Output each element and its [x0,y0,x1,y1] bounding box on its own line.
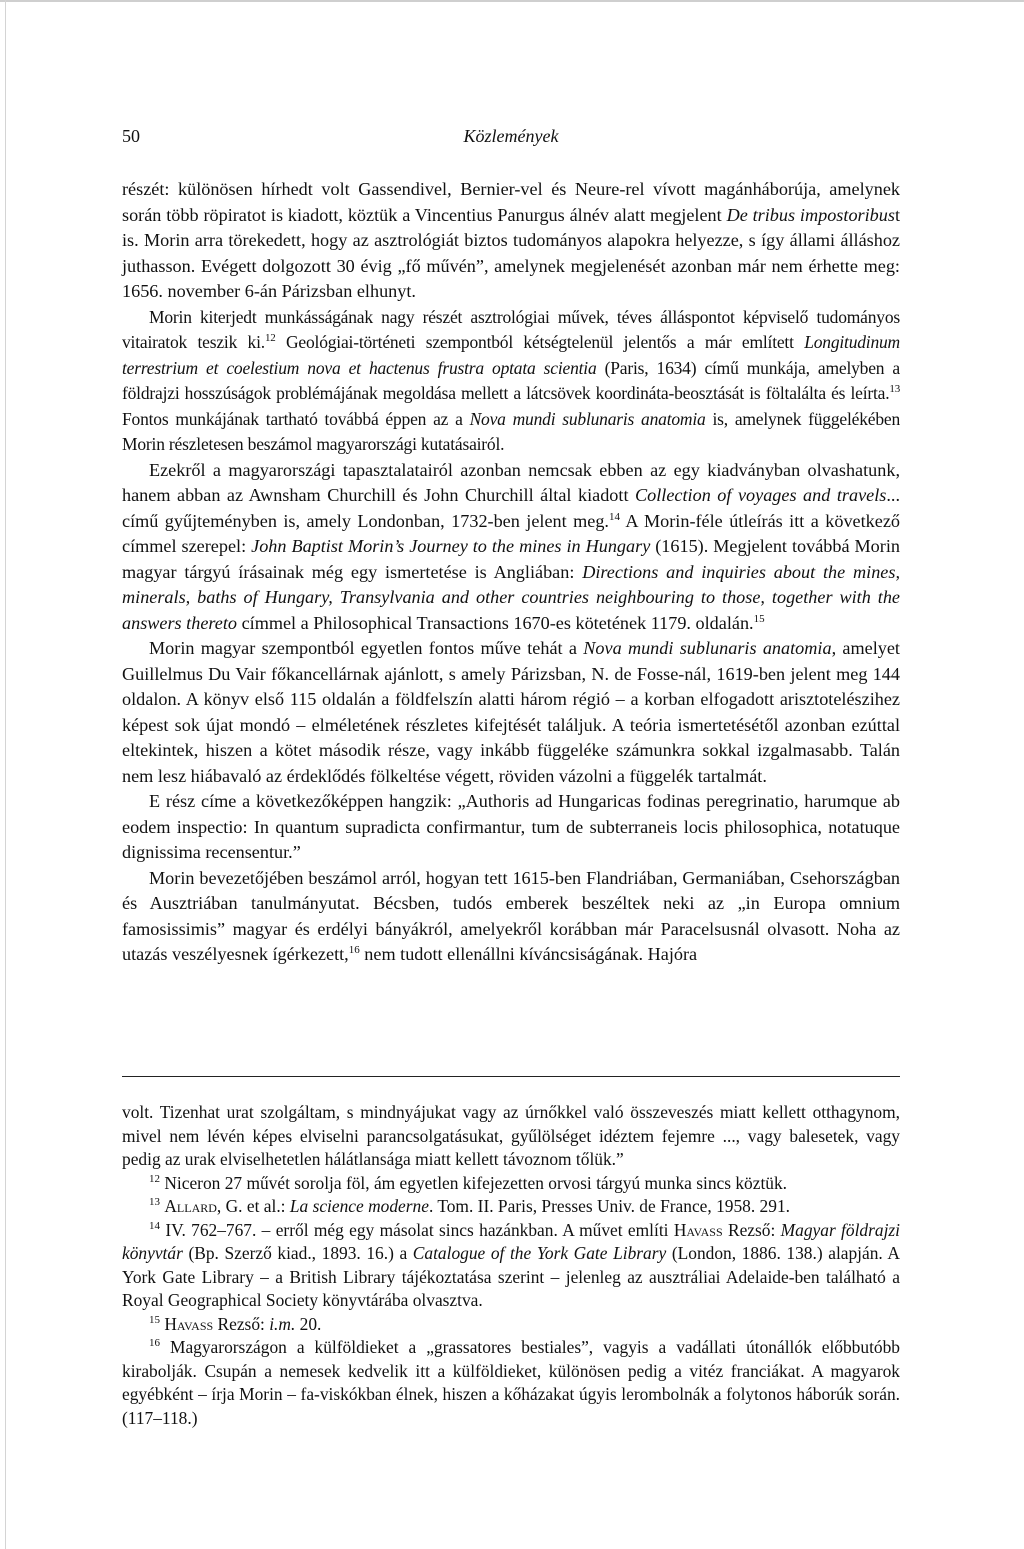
text-run: Niceron 27 művét sorolja föl, ám egyetlen kifejezetten orvosi tárgyú munka sincs köztük. [160,1172,788,1193]
footnote-ref: 12 [264,332,276,344]
text-run: Magyarországon a külföldieket a „grassatores bestiales”, vagyis a vadállati útonállók előbbutóbb kirabolják. Csupán a nemesek kedvelik itt a külföldieket, különösen pedig a vitéz franciákat. A magyarok egyébként – írja Morin – fa-viskókban élnek, hiszen a kőházakat úgyis lerombolnák a folytonos háborúk során. (117–118.) [122,1337,900,1428]
author-name: Havass [673,1219,723,1240]
paragraph [122,458,900,637]
footnote-14 [122,1219,900,1313]
italic-title: Longitudinum terrestrium et coelestium nova et hactenus frustra optata scientia [122,332,900,378]
text-run: ... című gyűjteményben is, amely Londonban, 1732-ben jelent meg. [122,485,900,531]
footnote-ref: 15 [753,612,765,625]
italic-title: Nova mundi sublunaris anatomia [583,638,832,658]
footnote-15 [122,1313,900,1337]
text-run: . Tom. II. Paris, Presses Univ. de France, 1958. 291. [428,1196,790,1216]
paragraph [122,636,900,789]
paragraph: E rész címe a következőképpen hangzik: „Authoris ad Hungaricas fodinas peregrinatio, harumque ab eodem inspectio: In quantum supradicta confirmantur, tum de subterraneis locis philosophica, notatuque dignissima recensentur.” [122,791,900,862]
text-run: t is. Morin arra törekedett, hogy az asztrológiát biztos tudományos alapokra helyezze, s így állami álláshoz juthasson. Evégett dolgozott 30 évig „fő művén”, amelynek megjelenését azonban már nem érhette meg: 1656. november 6-án Párizsban elhunyt. [122,204,900,301]
italic-title: Nova mundi sublunaris anatomia [469,408,706,429]
footnote-13 [122,1195,900,1219]
author-name: Havass [164,1313,214,1334]
italic-title: Magyar földrajzi könyvtár [122,1219,900,1263]
footnote-number: 13 [149,1196,160,1208]
paragraph [122,305,900,458]
scan-edge-left [5,0,6,1549]
footnote-number: 14 [149,1219,160,1232]
italic-title: La science moderne [289,1196,429,1216]
main-text [122,177,900,968]
footnote-number: 16 [149,1337,160,1349]
text-run: Fontos munkájának tartható továbbá éppen az a [122,408,470,429]
text-run: Rezső: [213,1313,270,1334]
text-run: Morin kiterjedt munkásságának nagy részét asztrológiai művek, téves álláspontot képviselő tudományos vitairatok teszik ki. [122,306,900,352]
text-run: Geológiai-történeti szempontból kétségtelenül jelentős a már említett [275,332,805,352]
author-name: Allard [164,1196,217,1216]
footnote-ref: 16 [348,944,360,956]
text-run: (London, 1886. 138.) alapján. A York Gate Library – a British Library tájékoztatása szerint – jelenleg az ausztráliai Adelaide-ben található a Royal Geographical Society könyvtárába olvasztva. [122,1243,900,1310]
footnote-number: 15 [149,1313,160,1326]
footnotes [122,1101,900,1430]
footnote-number: 12 [149,1172,160,1185]
page-header [122,126,900,150]
text-run: Ezekről a magyarországi tapasztalatairól azonban nemcsak ebben az egy kiadványban olvashatunk, hanem abban az Awnsham Churchill és John Churchill által kiadott [122,459,900,505]
paragraph [122,177,900,305]
text-run: (Paris, 1634) című munkája, amelyben a földrajzi hosszúságok problémájának megoldása mellett a látcsövek koordináta-beosztását is föltalálta és leírta. [122,357,900,403]
italic-title: John Baptist Morin’s Journey to the mines in Hungary [251,536,651,556]
italic-title: De tribus impostoribus [726,204,895,225]
footnote-16 [122,1336,900,1430]
text-run: részét: különösen hírhedt volt Gassendivel, Bernier-vel és Neure-rel vívott magánháborúja, amelynek során több röpiratot is kiadott, köztük a Vincentius Panurgus álnév alatt megjelent [122,179,900,225]
text-run: IV. 762–767. – erről még egy másolat sincs hazánkban. A művet említi [160,1219,674,1240]
italic-abbrev: i.m. [269,1313,296,1334]
text-run: A Morin-féle útleírás itt a következő címmel szerepel: [122,510,900,556]
text-run: Rezső: [722,1219,781,1240]
italic-title: Catalogue of the York Gate Library [412,1243,667,1263]
footnote-ref: 14 [608,510,620,523]
text-run: (1615). Megjelent továbbá Morin magyar tárgyú írásainak még egy ismertetése is Angliában: [122,536,900,582]
footnote-divider [122,1076,900,1077]
running-title: Közlemények [463,126,559,146]
text-run: Morin bevezetőjében beszámol arról, hogyan tett 1615-ben Flandriában, Germaniában, Csehországban és Ausztriában tanulmányutat. Bécsben, tudós emberek beszéltek neki az „in Europa omnium famosissimis” magyar és erdélyi bányákról, amelyekről korábban már Paracelsusnál olvasott. Noha az utazás veszélyesnek ígérkezett, [122,867,900,964]
footnote-12 [122,1172,900,1196]
italic-title: Collection of voyages and travels [635,485,887,505]
text-run: 20. [295,1313,322,1334]
scan-edge-top [0,0,1024,2]
text-run: Morin magyar szempontból egyetlen fontos műve tehát a [149,638,584,658]
text-run: , G. et al.: [216,1196,290,1216]
text-run: (Bp. Szerző kiad., 1893. 16.) a [182,1243,413,1263]
footnote-ref: 13 [889,383,900,395]
text-run: nem tudott ellenállni kíváncsiságának. Hajóra [359,944,698,964]
text-run: , amelyet Guillelmus Du Vair főkancellárnak ajánlott, s amely Párizsban, N. de Fosse-nál, 1619-ben jelent meg 144 oldalon. A könyv első 115 oldalán a földfelszín alatti három régió – a korban elfogadott arisztotelészihez képest sok újat mondó – elméletének részletes kifejtését találjuk. A teória ismertetésétől azonban ezúttal eltekintek, hiszen a kötet második része, vagy inkább függeléke számunkra sokkal izgalmasabb. Talán nem lesz hiábavaló az érdeklődés fölkeltése végett, röviden vázolni a függelék tartalmát. [122,638,900,786]
italic-title: Directions and inquiries about the mines, minerals, baths of Hungary, Transylvania and other countries neighbouring to those, together with the answers thereto [122,561,901,633]
paragraph [122,866,900,968]
page-number: 50 [122,126,140,146]
text-run: címmel a Philosophical Transactions 1670-es kötetének 1179. oldalán. [237,612,754,633]
text-run: is, amelynek függelékében Morin részletesen beszámol magyarországi kutatásairól. [122,408,900,454]
footnote-continuation: volt. Tizenhat urat szolgáltam, s mindnyájukat vagy az úrnőkkel való összeveszés miatt kellett otthagynom, mivel nem lévén képes elviselni parancsolgatásukat, gyűlölséget idéztem fejemre ..., vagy balesetek, vagy pedig az urak elviselhetetlen hálátlansága miatt kellett távoznom tőlük.” [122,1102,900,1169]
